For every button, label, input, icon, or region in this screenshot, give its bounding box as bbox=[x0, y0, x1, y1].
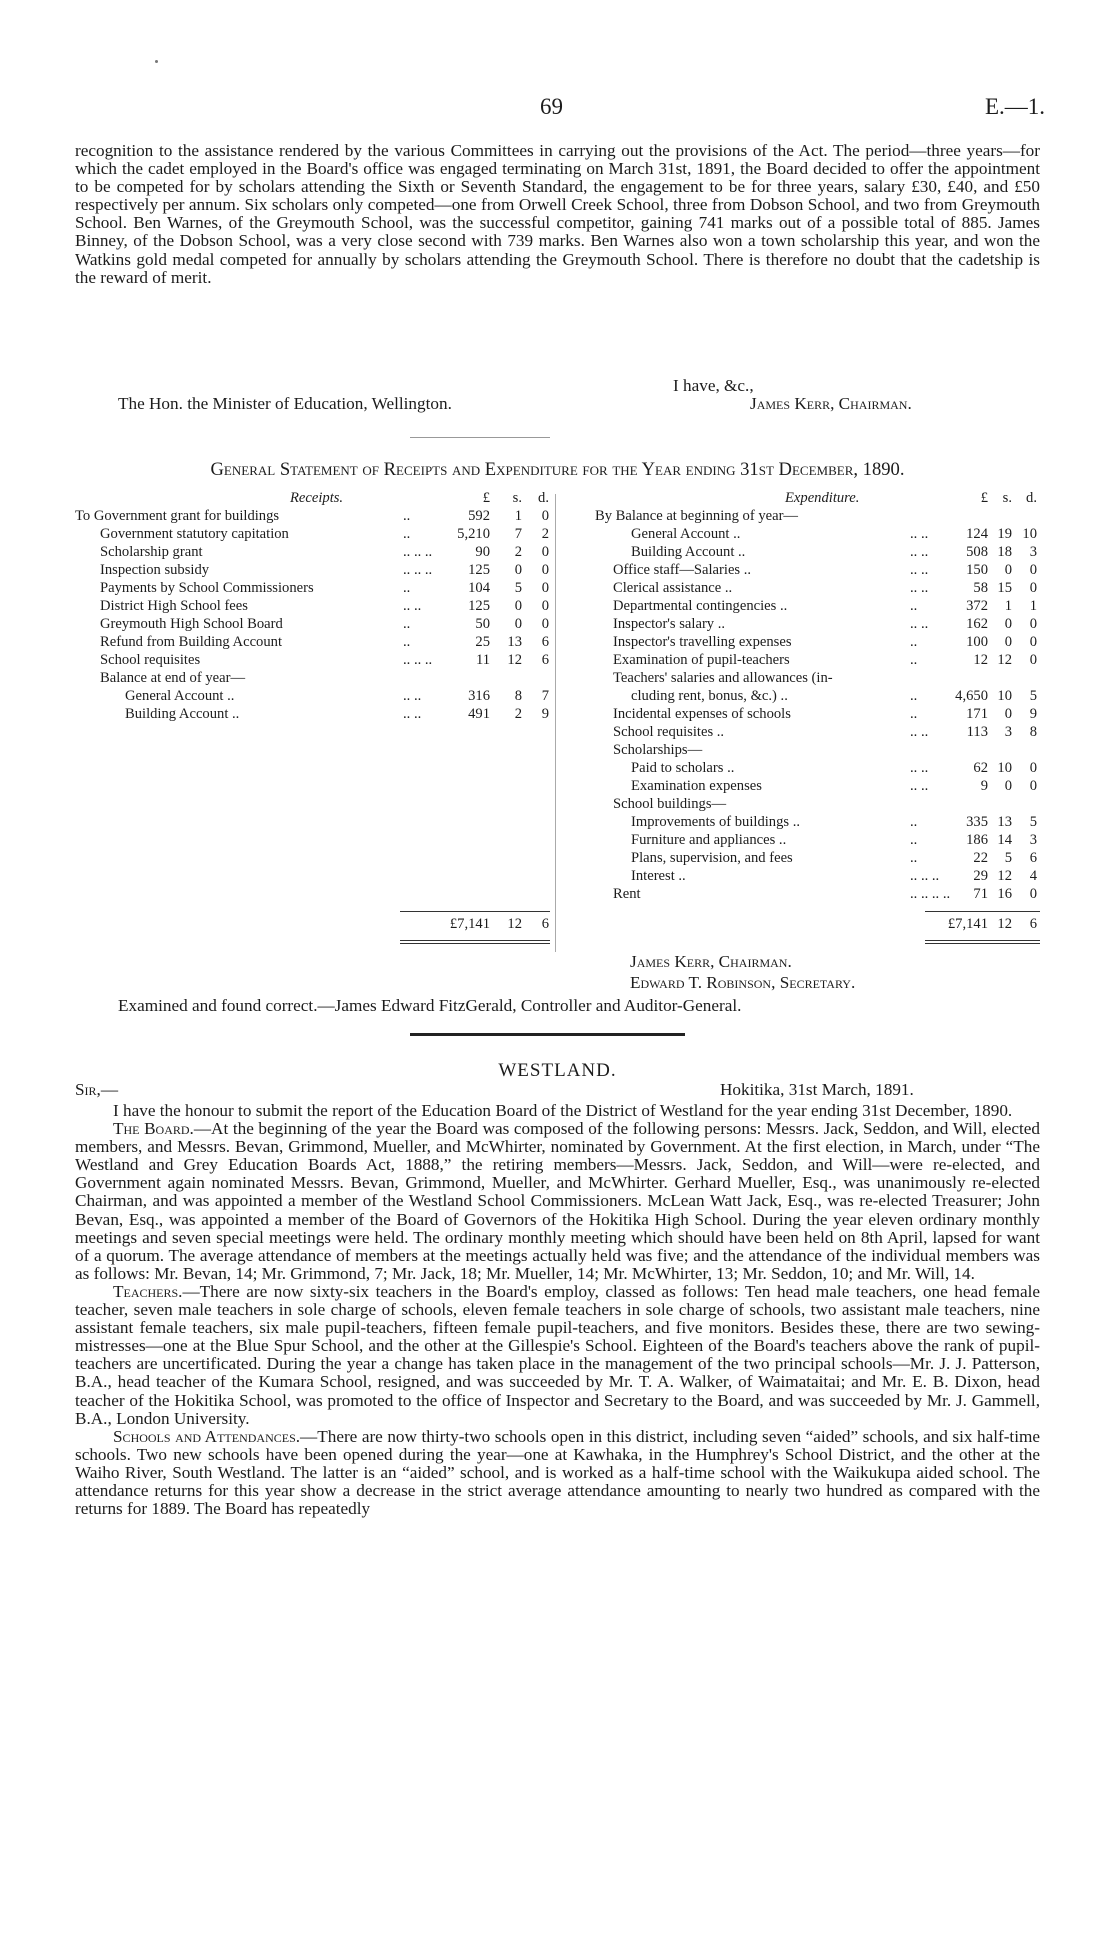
expenditure-row bbox=[595, 723, 1050, 741]
amount-shillings: 0 bbox=[514, 598, 522, 614]
expenditure-item-label: By Balance at beginning of year— bbox=[595, 508, 799, 524]
receipts-total-rule bbox=[400, 911, 550, 912]
expenditure-total bbox=[595, 915, 1050, 933]
amount-pence: 1 bbox=[1029, 598, 1037, 614]
expenditure-item-label: Teachers' salaries and allowances (in- bbox=[613, 670, 833, 686]
amount-shillings: 2 bbox=[514, 544, 522, 560]
intro-section bbox=[75, 142, 1040, 287]
leader-dots: .. .. .. .. bbox=[910, 886, 951, 902]
board-heading: The Board. bbox=[113, 1119, 194, 1139]
page-number: 69 bbox=[540, 94, 563, 119]
amount-pence: 0 bbox=[541, 562, 549, 578]
amount-pence: 5 bbox=[1029, 814, 1037, 830]
pound-header: £ bbox=[482, 490, 490, 506]
receipt-item-label: Balance at end of year— bbox=[100, 670, 246, 686]
amount-shillings: 12 bbox=[997, 652, 1012, 668]
expenditure-total-shillings: 12 bbox=[997, 916, 1012, 932]
expenditure-total-pounds: £7,141 bbox=[947, 916, 988, 932]
leader-dots: .. .. bbox=[910, 562, 929, 578]
expenditure-item-label: Departmental contingencies .. bbox=[613, 598, 788, 614]
amount-pounds: 150 bbox=[966, 562, 988, 578]
amount-pounds: 316 bbox=[468, 688, 490, 704]
leader-dots: .. bbox=[910, 706, 918, 722]
amount-pence: 0 bbox=[541, 508, 549, 524]
receipt-row bbox=[75, 579, 553, 597]
leader-dots: .. bbox=[910, 850, 918, 866]
receipts-header: Receipts. bbox=[290, 490, 344, 506]
amount-pence: 3 bbox=[1029, 544, 1037, 560]
leader-dots: .. bbox=[910, 688, 918, 704]
shilling-header: s. bbox=[1002, 490, 1012, 506]
expenditure-header-row bbox=[595, 489, 1050, 507]
amount-pence: 0 bbox=[541, 580, 549, 596]
leader-dots: .. .. .. bbox=[403, 652, 433, 668]
leader-dots: .. bbox=[910, 652, 918, 668]
amount-pounds: 113 bbox=[966, 724, 988, 740]
westland-body bbox=[75, 1102, 1040, 1518]
receipt-item-label: Greymouth High School Board bbox=[100, 616, 283, 632]
expenditure-row bbox=[595, 867, 1050, 885]
receipt-item-label: Inspection subsidy bbox=[100, 562, 210, 578]
amount-shillings: 1 bbox=[1004, 598, 1012, 614]
amount-shillings: 5 bbox=[1004, 850, 1012, 866]
amount-pence: 0 bbox=[541, 598, 549, 614]
amount-pounds: 508 bbox=[966, 544, 988, 560]
pence-header: d. bbox=[538, 490, 549, 506]
westland-title: WESTLAND. bbox=[498, 1060, 617, 1081]
amount-pounds: 71 bbox=[973, 886, 988, 902]
amount-pence: 6 bbox=[1029, 850, 1037, 866]
leader-dots: .. bbox=[403, 526, 411, 542]
amount-pounds: 162 bbox=[966, 616, 988, 632]
amount-pence: 2 bbox=[541, 526, 549, 542]
expenditure-item-label: Examination expenses bbox=[631, 778, 762, 794]
amount-pounds: 124 bbox=[966, 526, 988, 542]
expenditure-row bbox=[595, 741, 1050, 759]
receipts-header-row bbox=[75, 489, 553, 507]
amount-shillings: 0 bbox=[514, 616, 522, 632]
amount-pounds: 5,210 bbox=[457, 526, 490, 542]
leader-dots: .. .. bbox=[910, 724, 929, 740]
amount-shillings: 13 bbox=[507, 634, 522, 650]
expenditure-row bbox=[595, 795, 1050, 813]
amount-shillings: 0 bbox=[1004, 706, 1012, 722]
expenditure-row bbox=[595, 705, 1050, 723]
leader-dots: .. bbox=[910, 598, 918, 614]
expenditure-item-label: Inspector's salary .. bbox=[613, 616, 726, 632]
expenditure-item-label: Examination of pupil-teachers bbox=[613, 652, 790, 668]
receipt-item-label: Government statutory capitation bbox=[100, 526, 289, 542]
paragraph-schools bbox=[75, 1428, 1040, 1518]
leader-dots: .. .. bbox=[910, 616, 929, 632]
expenditure-item-label: General Account .. bbox=[631, 526, 741, 542]
receipts-total bbox=[75, 915, 553, 933]
amount-pence: 9 bbox=[541, 706, 549, 722]
expenditure-row bbox=[595, 615, 1050, 633]
receipt-row bbox=[75, 651, 553, 669]
expenditure-row bbox=[595, 651, 1050, 669]
expenditure-item-label: School buildings— bbox=[613, 796, 727, 812]
leader-dots: .. .. bbox=[910, 760, 929, 776]
pence-header: d. bbox=[1026, 490, 1037, 506]
leader-dots: .. .. bbox=[403, 688, 422, 704]
amount-shillings: 8 bbox=[514, 688, 522, 704]
receipt-item-label: School requisites bbox=[100, 652, 201, 668]
amount-pounds: 9 bbox=[980, 778, 988, 794]
amount-shillings: 7 bbox=[514, 526, 522, 542]
expenditure-row bbox=[595, 561, 1050, 579]
amount-pounds: 11 bbox=[475, 652, 490, 668]
leader-dots: .. .. bbox=[910, 544, 929, 560]
receipt-row bbox=[75, 705, 553, 723]
amount-pence: 3 bbox=[1029, 832, 1037, 848]
expenditure-item-label: Rent bbox=[613, 886, 641, 902]
amount-pence: 0 bbox=[541, 616, 549, 632]
expenditure-row bbox=[595, 543, 1050, 561]
signatory-chairman: James Kerr, Chairman. bbox=[750, 394, 912, 413]
document-reference: E.—1. bbox=[985, 94, 1046, 119]
amount-pounds: 50 bbox=[475, 616, 490, 632]
column-divider bbox=[555, 494, 556, 952]
teachers-heading: Teachers. bbox=[113, 1281, 183, 1301]
expenditure-row bbox=[595, 813, 1050, 831]
section-divider bbox=[410, 437, 550, 438]
amount-shillings: 0 bbox=[1004, 562, 1012, 578]
leader-dots: .. .. bbox=[910, 778, 929, 794]
amount-pounds: 62 bbox=[973, 760, 988, 776]
paragraph-board bbox=[75, 1120, 1040, 1283]
expenditure-item-label: Furniture and appliances .. bbox=[631, 832, 787, 848]
amount-shillings: 15 bbox=[997, 580, 1012, 596]
amount-pounds: 4,650 bbox=[955, 688, 988, 704]
amount-pounds: 491 bbox=[468, 706, 490, 722]
amount-shillings: 0 bbox=[1004, 634, 1012, 650]
expenditure-row bbox=[595, 687, 1050, 705]
receipt-item-label: Building Account .. bbox=[125, 706, 240, 722]
amount-pounds: 125 bbox=[468, 598, 490, 614]
leader-dots: .. .. bbox=[910, 580, 929, 596]
receipt-item-label: District High School fees bbox=[100, 598, 248, 614]
teachers-text: —There are now sixty-six teachers in the Board's employ, classed as follows: Ten head male teachers, one head female teacher, seven male teachers in sole charge of schools, eleven female teachers in sole charge of schools, two assistant male teachers, nine assistant female teachers, six male pupil-teachers, fifteen female pupil-teachers, and five monitors. Besides these, there are two sewing-mistresses—one at the Blue Spur School, and the other at the Gillespie's School. Eighteen of the Board's teachers above the rank of pupil-teachers are uncertificated. During the year a change has taken place in the management of the two principal schools—Mr. J. J. Patterson, B.A., head teacher of the Kumara School, resigned, and was succeeded by Mr. T. A. Walker, of Waimataitai; and Mr. E. B. Dixon, head teacher of the Hokitika School, was promoted to the office of Inspector and Secretary to the Board, and was succeeded by Mr. J. Gammell, B.A., London University. bbox=[75, 1281, 1040, 1428]
amount-shillings: 0 bbox=[514, 562, 522, 578]
amount-pence: 0 bbox=[1029, 616, 1037, 632]
expenditure-row bbox=[595, 759, 1050, 777]
expenditure-row bbox=[595, 507, 1050, 525]
schools-text: —There are now thirty-two schools open in this district, including seven “aided” schools, and six half-time schools. Two new schools have been opened during the year—one at Kawhaka, in the Humphrey's School District, and the other at the Waiho River, South Westland. The latter is an “aided” school, and is worked as a half-time school with the Waikukupa aided school. The attendance returns for this year show a decrease in the strict average attendance amounting to nearly two hundred as compared with the returns for 1889. The Board has repeatedly bbox=[75, 1426, 1040, 1519]
receipt-row bbox=[75, 687, 553, 705]
thick-divider bbox=[410, 1033, 685, 1036]
paragraph-teachers bbox=[75, 1283, 1040, 1428]
amount-pence: 5 bbox=[1029, 688, 1037, 704]
amount-pence: 0 bbox=[1029, 760, 1037, 776]
leader-dots: .. .. .. bbox=[403, 562, 433, 578]
expenditure-row bbox=[595, 885, 1050, 903]
board-text: —At the beginning of the year the Board was composed of the following persons: Messrs. Jack, Seddon, and Will, elected members, and Messrs. Bevan, Grimmond, Mueller, and McWhirter, nominated by Government. At the first election, in March, under “The Westland and Grey Education Boards Act, 1888,” the retiring members—Messrs. Jack, Seddon, and Will—were re-elected, and Government again nominated Messrs. Bevan, Grimmond, Mueller, and McWhirter. Gerhard Mueller, Esq., was unanimously re-elected Chairman, and was appointed a member of the Westland School Commissioners. McLean Watt Jack, Esq., was re-elected Treasurer; John Bevan, Esq., was appointed a member of the Board of Governors of the Hokitika High School. During the year eleven ordinary monthly meetings and seven special meetings were held. The ordinary monthly meeting which should have been held on 8th April, lapsed for want of a quorum. The average attendance of members at the meetings actually held was five; and the attendance of the individual members was as follows: Mr. Bevan, 14; Mr. Grimmond, 7; Mr. Jack, 18; Mr. Mueller, 14; Mr. McWhirter, 13; Mr. Seddon, 10; and Mr. Will, 14. bbox=[75, 1119, 1040, 1283]
amount-pence: 8 bbox=[1029, 724, 1037, 740]
expenditure-header: Expenditure. bbox=[785, 490, 860, 506]
amount-pounds: 12 bbox=[973, 652, 988, 668]
receipt-item-label: General Account .. bbox=[125, 688, 235, 704]
amount-pence: 6 bbox=[541, 652, 549, 668]
expenditure-row bbox=[595, 579, 1050, 597]
expenditure-item-label: Scholarships— bbox=[613, 742, 703, 758]
expenditure-total-rule bbox=[925, 911, 1040, 912]
expenditure-row bbox=[595, 777, 1050, 795]
leader-dots: .. bbox=[910, 814, 918, 830]
expenditure-row bbox=[595, 633, 1050, 651]
amount-pence: 0 bbox=[541, 544, 549, 560]
expenditure-item-label: School requisites .. bbox=[613, 724, 725, 740]
amount-shillings: 0 bbox=[1004, 778, 1012, 794]
amount-pounds: 592 bbox=[468, 508, 490, 524]
amount-pounds: 171 bbox=[966, 706, 988, 722]
amount-pounds: 58 bbox=[973, 580, 988, 596]
receipt-row bbox=[75, 669, 553, 687]
amount-pounds: 100 bbox=[966, 634, 988, 650]
amount-shillings: 19 bbox=[997, 526, 1012, 542]
amount-pence: 4 bbox=[1029, 868, 1037, 884]
salutation: Sir,— bbox=[75, 1080, 119, 1099]
addressee: The Hon. the Minister of Education, Wellington. bbox=[118, 394, 452, 413]
amount-shillings: 2 bbox=[514, 706, 522, 722]
statement-sign-secretary: Edward T. Robinson, Secretary. bbox=[630, 973, 856, 992]
amount-pence: 0 bbox=[1029, 562, 1037, 578]
amount-pence: 9 bbox=[1029, 706, 1037, 722]
place-date: Hokitika, 31st March, 1891. bbox=[720, 1080, 914, 1099]
leader-dots: .. bbox=[910, 634, 918, 650]
amount-pounds: 125 bbox=[468, 562, 490, 578]
pound-header: £ bbox=[980, 490, 988, 506]
expenditure-table bbox=[595, 489, 1050, 903]
statement-title: General Statement of Receipts and Expenditure for the Year ending 31st December, 1890. bbox=[210, 459, 905, 480]
leader-dots: .. .. .. bbox=[403, 544, 433, 560]
amount-shillings: 13 bbox=[997, 814, 1012, 830]
receipts-total-shillings: 12 bbox=[507, 916, 522, 932]
amount-pounds: 90 bbox=[475, 544, 490, 560]
expenditure-row bbox=[595, 849, 1050, 867]
receipts-double-rule-2 bbox=[400, 943, 550, 944]
intro-paragraph: recognition to the assistance rendered by the various Committees in carrying out the provisions of the Act. The period—three years—for which the cadet employed in the Board's office was engaged terminating on March 31st, 1891, the Board decided to offer the appointment to be competed for by scholars attending the Sixth or Seventh Standard, the engagement to be for three years, salary £30, £40, and £50 respectively per annum. Six scholars only competed—one from Orwell Creek School, three from Dobson School, and two from Greymouth School. Ben Warnes, of the Greymouth School, was the successful competitor, gaining 741 marks out of a possible total of 885. James Binney, of the Dobson School, was a very close second with 739 marks. Ben Warnes also won a town scholarship this year, and won the Watkins gold medal competed for annually by scholars attending the Greymouth School. There is therefore no doubt that the cadetship is the reward of merit. bbox=[75, 141, 1040, 287]
receipt-row bbox=[75, 525, 553, 543]
amount-shillings: 14 bbox=[997, 832, 1012, 848]
expenditure-item-label: Clerical assistance .. bbox=[613, 580, 733, 596]
receipt-item-label: To Government grant for buildings bbox=[75, 508, 280, 524]
expenditure-row bbox=[595, 525, 1050, 543]
amount-pence: 0 bbox=[1029, 886, 1037, 902]
expenditure-row bbox=[595, 669, 1050, 687]
amount-shillings: 10 bbox=[997, 688, 1012, 704]
amount-pence: 0 bbox=[1029, 652, 1037, 668]
amount-shillings: 18 bbox=[997, 544, 1012, 560]
leader-dots: .. .. bbox=[403, 706, 422, 722]
amount-pounds: 372 bbox=[966, 598, 988, 614]
leader-dots: .. bbox=[910, 832, 918, 848]
amount-pence: 0 bbox=[1029, 634, 1037, 650]
amount-shillings: 16 bbox=[997, 886, 1012, 902]
expenditure-double-rule-2 bbox=[925, 943, 1040, 944]
amount-pence: 7 bbox=[541, 688, 549, 704]
receipt-item-label: Payments by School Commissioners bbox=[100, 580, 314, 596]
amount-pounds: 29 bbox=[973, 868, 988, 884]
amount-pounds: 25 bbox=[475, 634, 490, 650]
receipts-total-pounds: £7,141 bbox=[449, 916, 490, 932]
expenditure-item-label: Improvements of buildings .. bbox=[631, 814, 801, 830]
receipt-row bbox=[75, 507, 553, 525]
expenditure-double-rule bbox=[925, 940, 1040, 941]
amount-shillings: 1 bbox=[514, 508, 522, 524]
expenditure-total-pence: 6 bbox=[1029, 916, 1037, 932]
expenditure-item-label: Incidental expenses of schools bbox=[613, 706, 791, 722]
expenditure-row bbox=[595, 597, 1050, 615]
expenditure-item-label: Paid to scholars .. bbox=[631, 760, 735, 776]
receipt-row bbox=[75, 597, 553, 615]
amount-shillings: 12 bbox=[997, 868, 1012, 884]
amount-pounds: 22 bbox=[973, 850, 988, 866]
schools-heading: Schools and Attendances. bbox=[113, 1426, 301, 1446]
receipts-total-pence: 6 bbox=[541, 916, 549, 932]
receipt-item-label: Refund from Building Account bbox=[100, 634, 282, 650]
paragraph-intro: I have the honour to submit the report of the Education Board of the District of Westland for the year ending 31st December, 1890. bbox=[113, 1101, 1013, 1120]
receipts-table bbox=[75, 489, 553, 723]
amount-shillings: 5 bbox=[514, 580, 522, 596]
leader-dots: .. bbox=[403, 616, 411, 632]
receipt-row bbox=[75, 615, 553, 633]
amount-pence: 6 bbox=[541, 634, 549, 650]
leader-dots: .. .. bbox=[910, 526, 929, 542]
amount-pence: 0 bbox=[1029, 778, 1037, 794]
leader-dots: .. bbox=[403, 508, 411, 524]
receipt-item-label: Scholarship grant bbox=[100, 544, 203, 560]
receipts-double-rule bbox=[400, 940, 550, 941]
amount-pounds: 104 bbox=[468, 580, 490, 596]
expenditure-item-label: Office staff—Salaries .. bbox=[613, 562, 752, 578]
leader-dots: .. .. .. bbox=[910, 868, 940, 884]
expenditure-row bbox=[595, 831, 1050, 849]
expenditure-item-label: Interest .. bbox=[631, 868, 686, 884]
expenditure-item-label: Inspector's travelling expenses bbox=[613, 634, 792, 650]
statement-sign-chairman: James Kerr, Chairman. bbox=[630, 952, 792, 971]
amount-pounds: 335 bbox=[966, 814, 988, 830]
receipt-row bbox=[75, 561, 553, 579]
amount-pence: 10 bbox=[1022, 526, 1037, 542]
amount-shillings: 3 bbox=[1004, 724, 1012, 740]
expenditure-item-label: Plans, supervision, and fees bbox=[631, 850, 793, 866]
leader-dots: .. bbox=[403, 634, 411, 650]
shilling-header: s. bbox=[512, 490, 522, 506]
receipt-row bbox=[75, 633, 553, 651]
leader-dots: .. .. bbox=[403, 598, 422, 614]
audit-note: Examined and found correct.—James Edward FitzGerald, Controller and Auditor-General. bbox=[118, 996, 742, 1015]
expenditure-item-label: Building Account .. bbox=[631, 544, 746, 560]
amount-pounds: 186 bbox=[966, 832, 988, 848]
expenditure-item-label: cluding rent, bonus, &c.) .. bbox=[631, 688, 788, 704]
stray-mark bbox=[155, 60, 158, 63]
amount-shillings: 12 bbox=[507, 652, 522, 668]
amount-shillings: 10 bbox=[997, 760, 1012, 776]
receipt-row bbox=[75, 543, 553, 561]
closing-text: I have, &c., bbox=[673, 376, 754, 395]
leader-dots: .. bbox=[403, 580, 411, 596]
amount-pence: 0 bbox=[1029, 580, 1037, 596]
amount-shillings: 0 bbox=[1004, 616, 1012, 632]
